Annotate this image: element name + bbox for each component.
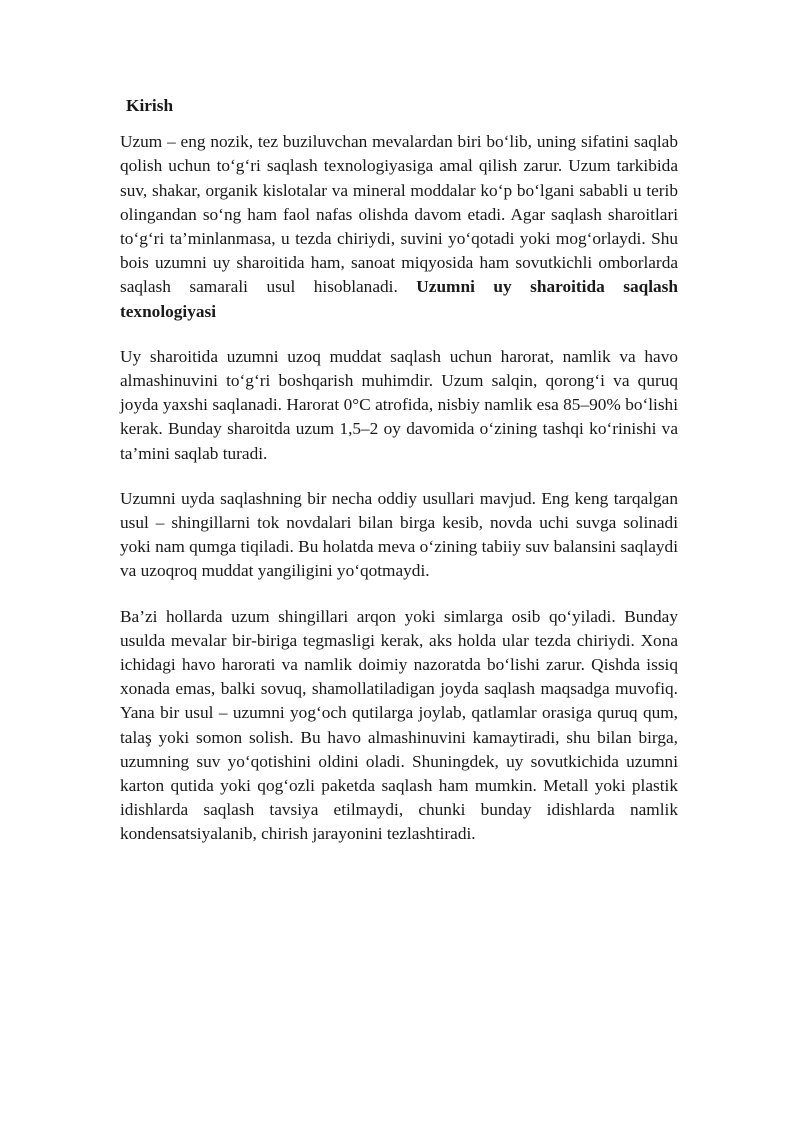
section-heading: Kirish bbox=[126, 96, 174, 115]
paragraph-methods: Uzumni uyda saqlashning bir necha oddiy usullari mavjud. Eng keng tarqalgan usul – shingillarni tok novdalari bilan birga kesib, novda uchi suvga solinadi yoki nam qumga tiqiladi. Bu holatda meva o‘zining tabiiy suv balansini saqlaydi va uzoqroq muddat yangiligini yo‘qotmaydi. bbox=[120, 488, 678, 581]
paragraph-intro bbox=[120, 130, 678, 324]
document-page bbox=[120, 94, 678, 868]
paragraph-conditions: Uy sharoitida uzumni uzoq muddat saqlash uchun harorat, namlik va havo almashinuvini to‘g‘ri boshqarish muhimdir. Uzum salqin, qorong‘i va quruq joyda yaxshi saqlanadi. Harorat 0°C atrofida, nisbiy namlik esa 85–90% bo‘lishi kerak. Bunday sharoitda uzum 1,5–2 oy davomida o‘zining tashqi ko‘rinishi va ta’mini saqlab turadi. bbox=[120, 346, 678, 463]
paragraph-hanging-storage: Ba’zi hollarda uzum shingillari arqon yoki simlarga osib qo‘yiladi. Bunday usulda mevalar bir-biriga tegmasligi kerak, aks holda ular tezda chiriydi. Xona ichidagi havo harorati va namlik doimiy nazoratda bo‘lishi zarur. Qishda issiq xonada emas, balki sovuq, shamollatiladigan joyda saqlash maqsadga muvofiq. Yana bir usul – uzumni yog‘och qutilarga joylab, qatlamlar orasiga quruq qum, talaş yoki somon solish. Bu havo almashinuvini kamaytiradi, shu bilan birga, uzumning suv yo‘qotishini oldini oladi. Shuningdek, uy sovutkichida uzumni karton qutida yoki qog‘ozli paketda saqlash ham mumkin. Metall yoki plastik idishlarda saqlash tavsiya etilmaydi, chunki bunday idishlarda namlik kondensatsiyalanib, chirish jarayonini tezlashtiradi. bbox=[120, 606, 678, 844]
paragraph-intro-text: Uzum – eng nozik, tez buziluvchan mevalardan biri bo‘lib, uning sifatini saqlab qolish uchun to‘g‘ri saqlash texnologiyasiga amal qilish zarur. Uzum tarkibida suv, shakar, organik kislotalar va mineral moddalar ko‘p bo‘lgani sababli u terib olingandan so‘ng ham faol nafas olishda davom etadi. Agar saqlash sharoitlari to‘g‘ri ta’minlanmasa, u tezda chiriydi, suvini yo‘qotadi yoki mog‘orlaydi. Shu bois uzumni uy sharoitida ham, sanoat miqyosida ham sovutkichli omborlarda saqlash samarali usul hisoblanadi. bbox=[120, 132, 678, 297]
subsection-heading: Uzumni uy sharoitida saqlash texnologiyasi bbox=[120, 277, 679, 321]
